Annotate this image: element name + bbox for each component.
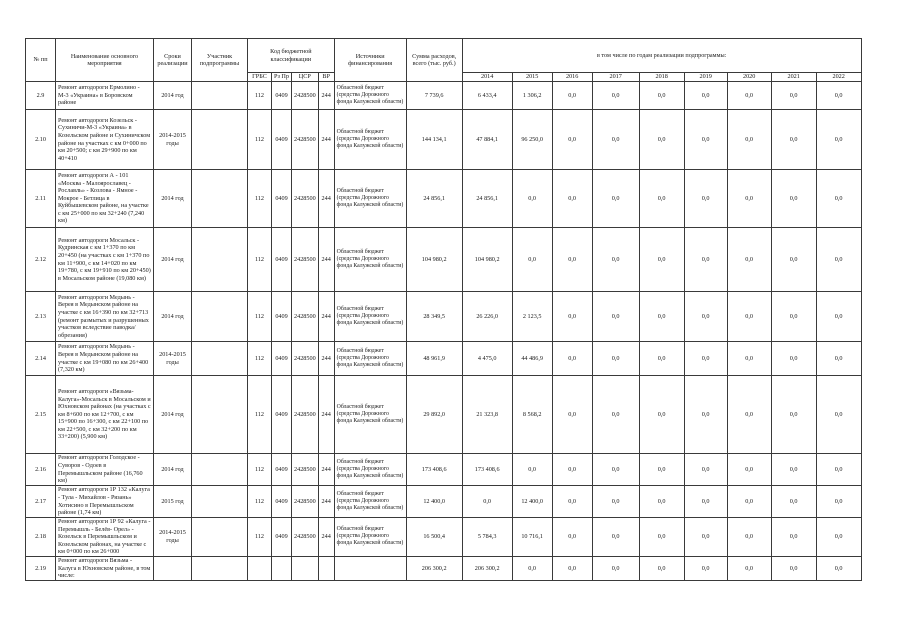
row-participant — [192, 292, 248, 342]
header-year: 2018 — [639, 73, 684, 82]
row-name: Ремонт автодороги 1Р 132 «Калуга - Тула - Михайлов - Рязань» Хотисино в Перемышльском районе (1,74 км) — [56, 486, 154, 518]
row-year-value: 0,0 — [771, 518, 816, 557]
row-rzpr: 0409 — [272, 170, 292, 228]
row-grbs: 112 — [248, 342, 272, 376]
row-vr: 244 — [318, 454, 334, 486]
row-year-value: 0,0 — [816, 342, 861, 376]
header-kbk: Код бюджетной классификации — [248, 39, 335, 73]
row-rzpr: 0409 — [272, 82, 292, 110]
row-csr: 2428500 — [292, 486, 319, 518]
row-year-value: 104 980,2 — [462, 228, 512, 292]
row-year-value: 0,0 — [727, 82, 771, 110]
row-year-value: 0,0 — [592, 518, 639, 557]
header-year: 2021 — [771, 73, 816, 82]
header-year: 2022 — [816, 73, 861, 82]
row-num: 2.14 — [26, 342, 56, 376]
row-name: Ремонт автодороги Козельск - Сухиничи-М-3 «Украина» в Козельском районе и Сухиничском районе на участках с км 0+000 по км 20+500; с км 29+900 по км 40+410 — [56, 110, 154, 170]
header-year: 2019 — [684, 73, 727, 82]
row-year-value: 1 306,2 — [512, 82, 552, 110]
row-csr: 2428500 — [292, 518, 319, 557]
row-year-value: 0,0 — [727, 454, 771, 486]
row-year-value: 96 250,0 — [512, 110, 552, 170]
row-vr: 244 — [318, 228, 334, 292]
row-year-value: 0,0 — [727, 376, 771, 454]
row-year-value: 8 568,2 — [512, 376, 552, 454]
row-term: 2014 год — [154, 454, 192, 486]
row-rzpr: 0409 — [272, 518, 292, 557]
row-year-value: 0,0 — [727, 292, 771, 342]
row-year-value: 0,0 — [771, 454, 816, 486]
row-year-value: 0,0 — [816, 518, 861, 557]
row-year-value: 0,0 — [771, 82, 816, 110]
row-grbs: 112 — [248, 518, 272, 557]
row-year-value: 0,0 — [684, 518, 727, 557]
row-name: Ремонт автодороги Голодское - Суворов - Одоев в Перемышльском районе (16,760 км) — [56, 454, 154, 486]
row-year-value: 10 716,1 — [512, 518, 552, 557]
row-year-value: 0,0 — [816, 454, 861, 486]
row-year-value: 173 408,6 — [462, 454, 512, 486]
row-rzpr: 0409 — [272, 342, 292, 376]
row-name: Ремонт автодороги Ермолино - М-3 «Украина» в Боровском районе — [56, 82, 154, 110]
row-year-value: 6 433,4 — [462, 82, 512, 110]
row-year-value: 0,0 — [771, 292, 816, 342]
row-sum: 48 961,9 — [406, 342, 462, 376]
row-grbs: 112 — [248, 170, 272, 228]
row-year-value: 0,0 — [816, 82, 861, 110]
row-num: 2.17 — [26, 486, 56, 518]
row-year-value: 0,0 — [552, 376, 592, 454]
row-year-value: 44 486,9 — [512, 342, 552, 376]
row-num: 2.10 — [26, 110, 56, 170]
row-participant — [192, 376, 248, 454]
row-year-value: 0,0 — [771, 228, 816, 292]
row-vr: 244 — [318, 82, 334, 110]
row-year-value: 0,0 — [816, 376, 861, 454]
row-vr: 244 — [318, 342, 334, 376]
row-year-value: 0,0 — [592, 228, 639, 292]
row-num: 2.19 — [26, 556, 56, 580]
row-year-value: 0,0 — [727, 228, 771, 292]
row-num: 2.9 — [26, 82, 56, 110]
row-rzpr: 0409 — [272, 486, 292, 518]
row-csr: 2428500 — [292, 454, 319, 486]
row-year-value: 0,0 — [592, 110, 639, 170]
row-year-value: 0,0 — [592, 292, 639, 342]
header-kbk-vr: ВР — [318, 73, 334, 82]
row-vr: 244 — [318, 376, 334, 454]
header-year: 2015 — [512, 73, 552, 82]
row-source: Областной бюджет (средства Дорожного фонда Калужской области) — [334, 82, 406, 110]
row-year-value: 0,0 — [552, 170, 592, 228]
header-source: Источники финансирования — [334, 39, 406, 82]
row-grbs: 112 — [248, 292, 272, 342]
row-num: 2.15 — [26, 376, 56, 454]
row-year-value: 0,0 — [592, 170, 639, 228]
row-participant — [192, 518, 248, 557]
row-year-value: 0,0 — [684, 486, 727, 518]
row-year-value: 0,0 — [816, 228, 861, 292]
row-sum: 206 300,2 — [406, 556, 462, 580]
row-term: 2014-2015 годы — [154, 110, 192, 170]
row-source: Областной бюджет (средства Дорожного фонда Калужской области) — [334, 454, 406, 486]
row-year-value: 0,0 — [552, 82, 592, 110]
row-year-value: 0,0 — [771, 170, 816, 228]
header-year: 2017 — [592, 73, 639, 82]
row-vr: 244 — [318, 486, 334, 518]
row-year-value: 0,0 — [727, 486, 771, 518]
row-name: Ремонт автодороги Медынь - Верея в Медынском районе на участке с км 16+390 по км 32+713 (ремонт размытых и разрушенных участков вследствие паводка/обрезания) — [56, 292, 154, 342]
row-year-value: 0,0 — [639, 518, 684, 557]
row-term: 2014 год — [154, 292, 192, 342]
row-year-value: 0,0 — [639, 486, 684, 518]
row-rzpr: 0409 — [272, 110, 292, 170]
row-source — [334, 556, 406, 580]
table-row — [26, 110, 862, 170]
row-year-value: 0,0 — [684, 82, 727, 110]
row-sum: 28 349,5 — [406, 292, 462, 342]
row-grbs: 112 — [248, 110, 272, 170]
row-year-value: 0,0 — [592, 454, 639, 486]
row-year-value: 2 123,5 — [512, 292, 552, 342]
row-year-value: 0,0 — [684, 228, 727, 292]
row-year-value: 0,0 — [816, 292, 861, 342]
row-source: Областной бюджет (средства Дорожного фонда Калужской области) — [334, 342, 406, 376]
row-vr: 244 — [318, 110, 334, 170]
row-csr: 2428500 — [292, 376, 319, 454]
row-num: 2.11 — [26, 170, 56, 228]
row-csr: 2428500 — [292, 228, 319, 292]
table-body — [26, 82, 862, 581]
row-grbs — [248, 556, 272, 580]
row-sum: 16 500,4 — [406, 518, 462, 557]
row-vr: 244 — [318, 292, 334, 342]
row-sum: 7 739,6 — [406, 82, 462, 110]
row-participant — [192, 486, 248, 518]
row-participant — [192, 342, 248, 376]
row-term: 2014 год — [154, 170, 192, 228]
row-year-value: 0,0 — [771, 486, 816, 518]
row-year-value: 0,0 — [552, 110, 592, 170]
row-year-value: 0,0 — [639, 376, 684, 454]
row-year-value: 0,0 — [462, 486, 512, 518]
row-year-value: 0,0 — [771, 342, 816, 376]
row-year-value: 21 323,8 — [462, 376, 512, 454]
row-source: Областной бюджет (средства Дорожного фонда Калужской области) — [334, 518, 406, 557]
row-year-value: 0,0 — [639, 110, 684, 170]
row-source: Областной бюджет (средства Дорожного фонда Калужской области) — [334, 170, 406, 228]
table-row — [26, 170, 862, 228]
row-year-value: 0,0 — [639, 82, 684, 110]
row-csr: 2428500 — [292, 170, 319, 228]
row-name: Ремонт автодороги 1Р 92 «Калуга - Перемышль - Белёв- Орел» - Козельск в Перемышльском и Козельском районах, на участке с км 0+000 по км 26+000 — [56, 518, 154, 557]
row-year-value: 0,0 — [727, 110, 771, 170]
row-year-value: 0,0 — [771, 556, 816, 580]
row-source: Областной бюджет (средства Дорожного фонда Калужской области) — [334, 486, 406, 518]
row-vr: 244 — [318, 170, 334, 228]
row-sum: 173 408,6 — [406, 454, 462, 486]
row-source: Областной бюджет (средства Дорожного фонда Калужской области) — [334, 228, 406, 292]
row-term: 2014-2015 годы — [154, 518, 192, 557]
header-participant: Участник подпрограммы — [192, 39, 248, 82]
row-participant — [192, 82, 248, 110]
row-year-value: 0,0 — [592, 342, 639, 376]
row-csr: 2428500 — [292, 110, 319, 170]
program-table — [25, 38, 862, 581]
table-row — [26, 376, 862, 454]
row-term — [154, 556, 192, 580]
row-year-value: 0,0 — [552, 454, 592, 486]
row-year-value: 0,0 — [771, 110, 816, 170]
row-participant — [192, 228, 248, 292]
row-rzpr: 0409 — [272, 376, 292, 454]
row-year-value: 0,0 — [639, 454, 684, 486]
row-year-value: 0,0 — [552, 342, 592, 376]
row-num: 2.13 — [26, 292, 56, 342]
row-year-value: 0,0 — [639, 292, 684, 342]
table-row — [26, 228, 862, 292]
row-year-value: 0,0 — [816, 110, 861, 170]
row-year-value: 0,0 — [816, 170, 861, 228]
row-year-value: 0,0 — [552, 486, 592, 518]
table-row — [26, 342, 862, 376]
row-vr — [318, 556, 334, 580]
row-year-value: 206 300,2 — [462, 556, 512, 580]
row-grbs: 112 — [248, 454, 272, 486]
row-year-value: 0,0 — [684, 110, 727, 170]
table-row — [26, 486, 862, 518]
row-year-value: 0,0 — [684, 170, 727, 228]
row-name: Ремонт автодороги Вязьма - Калуга в Юхновском районе, в том числе: — [56, 556, 154, 580]
row-grbs: 112 — [248, 228, 272, 292]
row-year-value: 0,0 — [639, 556, 684, 580]
row-csr — [292, 556, 319, 580]
header-kbk-csr: ЦСР — [292, 73, 319, 82]
table-row — [26, 556, 862, 580]
row-year-value: 0,0 — [816, 556, 861, 580]
header-kbk-rzpr: Рз Пр — [272, 73, 292, 82]
row-source: Областной бюджет (средства Дорожного фонда Калужской области) — [334, 376, 406, 454]
row-num: 2.18 — [26, 518, 56, 557]
row-year-value: 0,0 — [552, 228, 592, 292]
row-sum: 104 980,2 — [406, 228, 462, 292]
row-name: Ремонт автодороги Медынь - Верея в Медынском районе на участке с км 19+080 по км 26+400 (7,320 км) — [56, 342, 154, 376]
row-year-value: 0,0 — [639, 342, 684, 376]
row-participant — [192, 454, 248, 486]
row-term: 2014 год — [154, 376, 192, 454]
table-row — [26, 454, 862, 486]
header-year: 2016 — [552, 73, 592, 82]
row-sum: 29 892,0 — [406, 376, 462, 454]
row-year-value: 0,0 — [639, 170, 684, 228]
row-year-value: 0,0 — [727, 518, 771, 557]
row-name: Ремонт автодороги А - 101 «Москва - Малоярославец - Рославль» - Козлова - Ямное - Мокрое - Бетлица в Куйбышевском районе, на участке с км 25+000 по км 32+240 (7,240 км) — [56, 170, 154, 228]
row-year-value: 0,0 — [512, 454, 552, 486]
row-source: Областной бюджет (средства Дорожного фонда Калужской области) — [334, 110, 406, 170]
row-rzpr: 0409 — [272, 454, 292, 486]
row-grbs: 112 — [248, 82, 272, 110]
header-years-caption: в том числе по годам реализации подпрограммы: — [462, 39, 861, 73]
row-source: Областной бюджет (средства Дорожного фонда Калужской области) — [334, 292, 406, 342]
row-year-value: 12 400,0 — [512, 486, 552, 518]
row-year-value: 4 475,0 — [462, 342, 512, 376]
row-rzpr: 0409 — [272, 292, 292, 342]
row-year-value: 0,0 — [639, 228, 684, 292]
row-term: 2014 год — [154, 228, 192, 292]
row-term: 2015 год — [154, 486, 192, 518]
row-year-value: 0,0 — [592, 376, 639, 454]
table-row — [26, 518, 862, 557]
row-year-value: 0,0 — [727, 170, 771, 228]
header-sum: Сумма расходов, всего (тыс. руб.) — [406, 39, 462, 82]
row-year-value: 24 856,1 — [462, 170, 512, 228]
row-year-value: 0,0 — [552, 518, 592, 557]
row-sum: 144 134,1 — [406, 110, 462, 170]
row-sum: 12 400,0 — [406, 486, 462, 518]
row-name: Ремонт автодороги «Вязьма-Калуга»-Мосальск в Мосальском и Юхновском районах (на участках с км 8+600 по км 12+700, с км 15+900 по 16+300, с км 22+100 по км 22+500, с км 32+200 по км 33+200) (5,900 км) — [56, 376, 154, 454]
header-row — [26, 39, 862, 73]
table-row — [26, 292, 862, 342]
row-year-value: 0,0 — [512, 170, 552, 228]
row-rzpr — [272, 556, 292, 580]
row-num: 2.12 — [26, 228, 56, 292]
header-year: 2014 — [462, 73, 512, 82]
row-csr: 2428500 — [292, 342, 319, 376]
row-name: Ремонт автодороги Мосальск - Кудринская с км 1+370 по км 20+450 (на участках с км 1+370 по км 11+900, с км 14+020 по км 19+780, с км 19+910 по км 20+450) в Мосальском районе (19,080 км) — [56, 228, 154, 292]
header-num: № пп — [26, 39, 56, 82]
row-year-value: 0,0 — [727, 342, 771, 376]
table-row — [26, 82, 862, 110]
row-term: 2014 год — [154, 82, 192, 110]
row-year-value: 0,0 — [592, 556, 639, 580]
row-year-value: 26 226,0 — [462, 292, 512, 342]
row-year-value: 5 784,3 — [462, 518, 512, 557]
row-year-value: 0,0 — [512, 556, 552, 580]
row-grbs: 112 — [248, 376, 272, 454]
header-kbk-grbs: ГРБС — [248, 73, 272, 82]
row-participant — [192, 556, 248, 580]
row-year-value: 0,0 — [684, 342, 727, 376]
row-num: 2.16 — [26, 454, 56, 486]
header-year: 2020 — [727, 73, 771, 82]
row-term: 2014-2015 годы — [154, 342, 192, 376]
row-year-value: 0,0 — [552, 292, 592, 342]
row-year-value: 0,0 — [771, 376, 816, 454]
row-grbs: 112 — [248, 486, 272, 518]
row-year-value: 0,0 — [727, 556, 771, 580]
row-year-value: 0,0 — [512, 228, 552, 292]
row-csr: 2428500 — [292, 82, 319, 110]
row-year-value: 0,0 — [684, 556, 727, 580]
header-name: Наименование основного мероприятия — [56, 39, 154, 82]
row-year-value: 0,0 — [684, 376, 727, 454]
row-sum: 24 856,1 — [406, 170, 462, 228]
header-term: Сроки реализации — [154, 39, 192, 82]
row-year-value: 0,0 — [684, 454, 727, 486]
row-year-value: 0,0 — [592, 486, 639, 518]
row-vr: 244 — [318, 518, 334, 557]
row-year-value: 0,0 — [552, 556, 592, 580]
row-year-value: 0,0 — [684, 292, 727, 342]
row-participant — [192, 110, 248, 170]
row-participant — [192, 170, 248, 228]
row-year-value: 47 884,1 — [462, 110, 512, 170]
row-year-value: 0,0 — [816, 486, 861, 518]
row-rzpr: 0409 — [272, 228, 292, 292]
row-year-value: 0,0 — [592, 82, 639, 110]
row-csr: 2428500 — [292, 292, 319, 342]
